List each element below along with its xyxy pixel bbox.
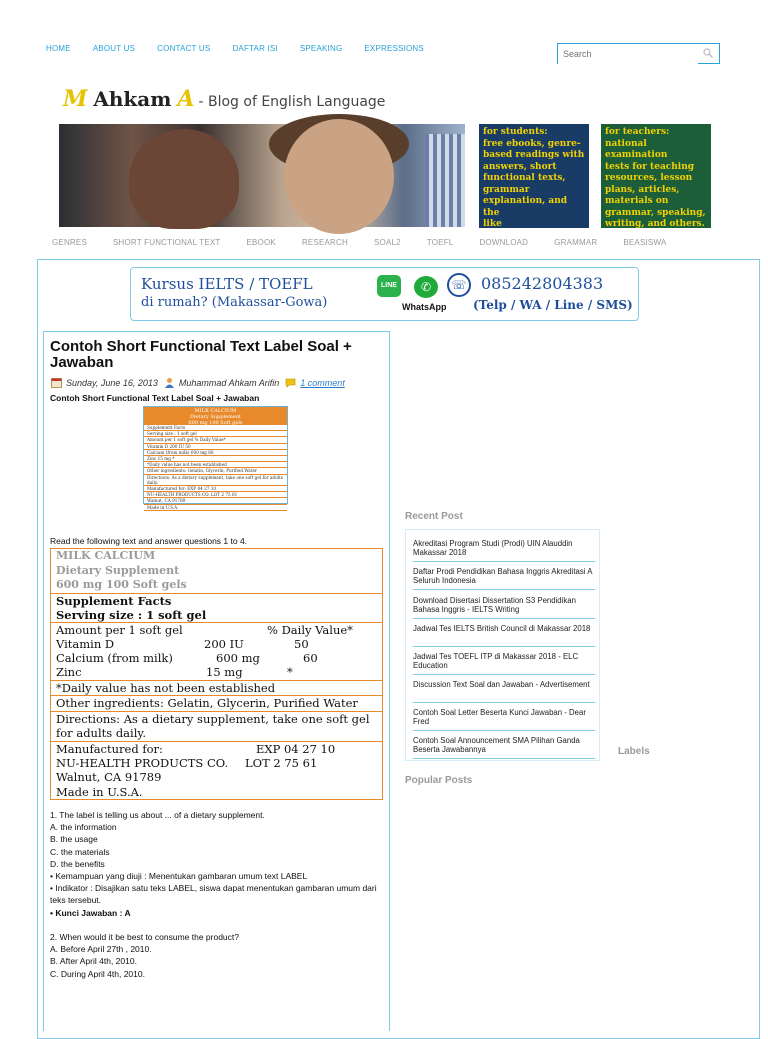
line-app-icon: LINE [377,275,401,297]
teachers-line: grammar, speaking, [605,207,706,218]
teachers-line: for teachers: [605,127,670,137]
post-author[interactable]: Muhammad Ahkam Arifin [178,377,280,388]
thumb-line: Other ingredients: Gelatin, Glycerin, Purified Water [144,468,287,474]
thumb-header-line: Dietary Supplement [190,414,241,420]
students-line: grammar [483,184,530,195]
thumb-line: NU-HEALTH PRODUCTS CO. LOT 2 75 61 [144,492,287,498]
post-intro: Read the following text and answer questions 1 to 4. [50,536,248,546]
teachers-line: tests for teaching [605,161,695,172]
brand-a: A [177,86,195,112]
nav-download[interactable]: DOWNLOAD [479,238,529,247]
teachers-line: national examination [605,138,668,160]
label-facts-heading: Supplement Facts [56,593,172,608]
top-nav [46,44,446,53]
recent-post-link[interactable]: Contoh Soal Announcement SMA Pilihan Ganda Beserta Jawabannya [413,736,580,755]
label-amount: 600 mg [216,651,260,666]
nav-ebook[interactable]: EBOOK [246,238,276,247]
recent-post-link[interactable]: Jadwal Tes TOEFL ITP di Makassar 2018 - ELC Education [413,652,579,671]
ad-line1: Kursus IELTS / TOEFL [141,275,313,293]
option-b: B. the usage [50,834,98,845]
thumb-line: Calcium (from milk) 600 mg 60 [144,450,287,456]
label-mfg: Manufactured for: [56,741,163,756]
label-amount-header: Amount per 1 soft gel [56,622,183,637]
thumb-line: Serving size : 1 soft gel [144,431,287,437]
search-input[interactable] [558,45,698,64]
students-line: like [483,219,502,229]
calendar-icon [51,377,62,388]
label-dv-header: % Daily Value* [267,622,353,637]
option-b: B. After April 4th, 2010. [50,956,137,967]
option-a: A. the information [50,822,117,833]
nav-about-us[interactable]: ABOUT US [92,44,136,53]
label-daily-section [51,681,382,697]
nav-speaking[interactable]: SPEAKING [299,44,343,53]
search-box [557,43,720,64]
search-icon[interactable] [703,48,713,58]
thumb-header [144,407,287,425]
supplement-label [50,548,383,800]
label-dv: * [287,665,293,680]
label-row-city [56,770,377,784]
thumb-line: *Daily value has not been established [144,462,287,468]
brand-ahkam: Ahkam [93,87,172,111]
post-comments-link[interactable]: 1 comment [300,377,345,388]
label-city: Walnut, CA 91789 [56,770,162,785]
nav-expressions[interactable]: EXPRESSIONS [364,44,424,53]
nav-soal2[interactable]: SOAL2 [374,238,401,247]
post-meta [51,377,345,388]
thumb-line: Supplement Facts [144,425,287,431]
label-dv: 50 [294,636,309,651]
divider [413,702,595,703]
ad-banner[interactable] [130,267,639,321]
teachers-line: writing, and others. [605,219,705,229]
nav-home[interactable]: HOME [46,44,71,53]
recent-post-link[interactable]: Akreditasi Program Studi (Prodi) UIN Alauddin Makassar 2018 [413,539,573,558]
recent-post-link[interactable]: Jadwal Tes IELTS British Council di Makassar 2018 [413,624,591,633]
question-1-indicator: • Indikator : Disajikan satu teks LABEL, siswa dapat menentukan gambaran umum dari teks tersebut. [50,883,377,906]
students-line: functional texts, [483,173,566,183]
label-daily-note: *Daily value has not been established [56,680,276,695]
thumb-line: Walnut, CA 91789 [144,498,287,504]
label-thumbnail-image[interactable] [143,406,288,510]
label-exp: EXP 04 27 10 [256,741,336,756]
label-directions: Directions: As a dietary supplement, take one soft gel for adults daily. [56,711,370,741]
recent-post-link[interactable]: Contoh Soal Letter Beserta Kunci Jawaban - Dear Fred [413,708,586,727]
divider [413,646,595,647]
thumb-line: Zinc 15 mg * [144,456,287,462]
nav-beasiswa[interactable]: BEASISWA [623,238,667,247]
whatsapp-label: WhatsApp [402,302,447,312]
category-nav [52,238,692,247]
students-line: explanation, and the [483,196,568,218]
thumb-line: Amount per 1 soft gel % Daily Value* [144,437,287,443]
photo-person-right [284,119,394,234]
user-icon [164,377,175,388]
divider [413,758,595,759]
thumb-line: Made in U.S.A. [144,505,287,511]
site-brand[interactable] [63,86,385,112]
label-product-dose: 600 mg 100 Soft gels [56,578,187,591]
label-nutrient: Zinc [56,665,82,680]
labels-title: Labels [618,746,650,757]
option-c: C. During April 4th, 2010. [50,968,145,979]
teachers-line: resources, lesson [605,173,693,183]
label-ingredients-section [51,696,382,712]
thumb-line: Manufactured for: EXP 04 27 10 [144,486,287,492]
nav-grammar[interactable]: GRAMMAR [554,238,598,247]
question-2: 2. When would it be best to consume the product? [50,932,240,943]
label-product-type: Dietary Supplement [56,563,180,577]
ad-phone: 085242804383 [481,274,604,293]
banner-students-box[interactable] [479,124,589,228]
label-nutrients-section [51,623,382,681]
thumb-header-line: 600 mg 100 Soft gels [188,420,243,426]
label-row-company [56,756,377,770]
thumb-header-line: MILK CALCIUM [194,408,237,414]
brand-tagline: - Blog of English Language [198,94,386,110]
questions [50,809,386,980]
nav-research[interactable]: RESEARCH [301,238,348,247]
students-line: free ebooks, genre- [483,138,581,149]
nav-toefl[interactable]: TOEFL [426,238,454,247]
label-ingredients: Other ingredients: Gelatin, Glycerin, Purified Water [56,696,358,711]
post-subtitle: Contoh Short Functional Text Label Soal + Jawaban [50,393,260,403]
thumb-line: Vitamin D 200 IU 50 [144,444,287,450]
divider [413,730,595,731]
thumb-line: Directions: As a dietary supplement, take one soft gel for adults daily. [144,475,287,486]
label-product-section [51,549,382,594]
divider [413,674,595,675]
label-row-calcium [56,651,377,665]
post-title[interactable]: Contoh Short Functional Text Label Soal + Jawaban [50,338,352,371]
question-1-answer: • Kunci Jawaban : A [50,907,131,918]
phone-icon: ☏ [447,273,471,297]
recent-post-link[interactable]: Daftar Prodi Pendidikan Bahasa Inggris Akreditasi A Seluruh Indonesia [413,567,593,586]
label-row-made [56,785,377,799]
label-row-mfg [56,742,377,756]
students-line: answers, short [483,161,557,172]
recent-post-title: Recent Post [405,511,463,522]
label-directions-section [51,712,382,742]
divider [413,561,595,562]
ad-contacts: (Telp / WA / Line / SMS) [473,298,633,312]
students-line: based readings with [483,150,585,160]
banner-teachers-box[interactable] [601,124,711,228]
popular-posts-title: Popular Posts [405,775,473,786]
label-row-vitamin-d [56,637,377,651]
label-nutrient: Calcium (from milk) [56,651,173,666]
teachers-line: materials on [605,196,669,206]
label-dv: 60 [303,651,318,666]
ad-line2: di rumah? (Makassar-Gowa) [141,295,328,310]
whatsapp-icon: ✆ [414,276,438,298]
spacer [50,919,386,931]
label-facts-section [51,594,382,623]
recent-post-link[interactable]: Download Disertasi Dissertation S3 Pendidikan Bahasa Inggris - IELTS Writing [413,596,576,615]
label-serving-size: Serving size : 1 soft gel [56,607,207,622]
divider [413,618,595,619]
recent-post-link[interactable]: Discussion Text Soal dan Jawaban - Advertisement [413,680,590,689]
comment-icon [285,377,296,388]
label-lot: LOT 2 75 61 [245,755,318,770]
photo-shirt [425,134,465,227]
teachers-line: plans, articles, [605,184,680,195]
label-product-name: MILK CALCIUM [56,549,156,562]
question-1: 1. The label is telling us about ... of a dietary supplement. [50,810,265,820]
nav-daftar-isi[interactable]: DAFTAR ISI [232,44,278,53]
students-line: for students: [483,127,548,137]
nav-contact-us[interactable]: CONTACT US [157,44,211,53]
label-company: NU-HEALTH PRODUCTS CO. [56,755,229,770]
option-a: A. Before April 27th , 2010. [50,944,152,955]
label-amount: 200 IU [204,636,244,651]
photo-person-left [129,129,239,229]
banner-photo [59,124,465,227]
label-row-header [56,623,377,637]
question-1-skill: • Kemampuan yang diuji : Menentukan gambaran umum text LABEL [50,871,308,882]
nav-short-functional-text[interactable]: SHORT FUNCTIONAL TEXT [113,238,221,247]
option-c: C. the materials [50,846,110,857]
nav-genres[interactable]: GENRES [52,238,87,247]
option-d: D. the benefits [50,858,105,869]
post-date: Sunday, June 16, 2013 [66,377,158,388]
divider [413,589,595,590]
label-manufacturer-section [51,742,382,799]
recent-post-list [405,529,600,761]
label-row-zinc [56,665,377,679]
brand-m: M [63,86,88,112]
label-amount: 15 mg [206,665,243,680]
label-made: Made in U.S.A. [56,784,143,799]
label-nutrient: Vitamin D [56,636,115,651]
